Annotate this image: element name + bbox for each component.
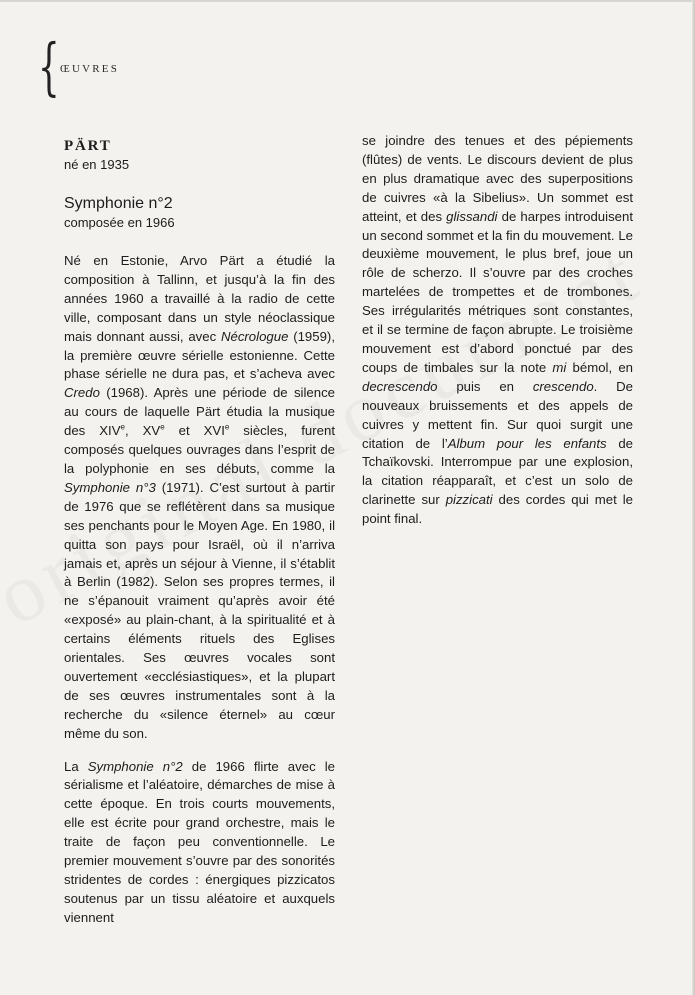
composer-birth: né en 1935 <box>64 157 130 172</box>
composer-name: PÄRT <box>64 138 112 154</box>
work-title: Symphonie n°2 <box>64 195 173 212</box>
work-composed: composée en 1966 <box>64 215 175 230</box>
left-column <box>64 132 335 928</box>
curly-brace-icon: { <box>38 30 60 103</box>
work-paragraph: La Symphonie n°2 de 1966 flirte avec le sérialisme et l’aléatoire, démarches de mise à cette époque. En trois courts mouvements, elle est écrite pour grand orchestre, mais le traite de façon peu conventionnelle. Le premier mouvement s’ouvre par des sonorités stridentes de cordes : énergiques pizzicatos soutenus par un tissu aléatoire et auxquels viennent <box>64 758 335 925</box>
right-column <box>362 132 633 529</box>
work-paragraph-continued: se joindre des tenues et des pépiements (flûtes) de vents. Le discours devient de plus en plus dramatique avec des superpositions de cuivres «à la Sibelius». Un sommet est atteint, et des glissandi de harpes introduisent un second sommet et la fin du mouvement. Le deuxième mouvement, le plus bref, joue un rôle de scherzo. Il s’ouvre par des croches martelées de trompettes et de trombones. Ses irrégularités métriques sont constantes, et il se termine de façon abrupte. Le troisième mouvement est d’abord ponctué par des coups de timbales sur la note mi bémol, en decrescendo puis en crescendo. De nouveaux bruissements et des appels de cuivres y mettent fin. Sur quoi surgit une citation de l’Album pour les enfants de Tchaïkovski. Interrompue par une explosion, la citation réapparaît, et c’est un solo de clarinette sur pizzicati des cordes qui met le point final. <box>362 133 634 527</box>
biography-paragraph: Né en Estonie, Arvo Pärt a étudié la composition à Tallinn, et jusqu’à la fin des années 1960 a travaillé à la radio de cette ville, composant dans un style néoclassique mais donnant aussi, avec Nécrologue (1959), la première œuvre sérielle estonienne. Cette phase sérielle ne dura pas, et s’acheva avec Credo (1968). Après une période de silence au cours de laquelle Pärt étudia la musique des XIVe, XVe et XVIe siècles, furent composés quelques ouvrages dans l’esprit de la polyphonie en ses débuts, comme la Symphonie n°3 (1971). C’est surtout à partir de 1976 que se reflétèrent dans sa musique ses penchants pour le Moyen Age. En 1980, il quitta son pays pour Israël, où il n’arriva jamais et, après un séjour à Vienne, il s’établit à Berlin (1982). Selon ses propres termes, il ne s’épanouit vraiment qu’après avoir été «exposé» au plain-chant, à la spiritualité et à certains éléments rituels des Eglises orientales. Ses œuvres vocales sont ouvertement «ecclésiastiques», et la plupart de ses œuvres instrumentales sont à la recherche du «silence éternel» au cœur même du son. <box>64 253 335 741</box>
top-edge <box>0 0 695 2</box>
section-title: ŒUVRES <box>60 63 120 75</box>
section-header <box>38 30 120 103</box>
